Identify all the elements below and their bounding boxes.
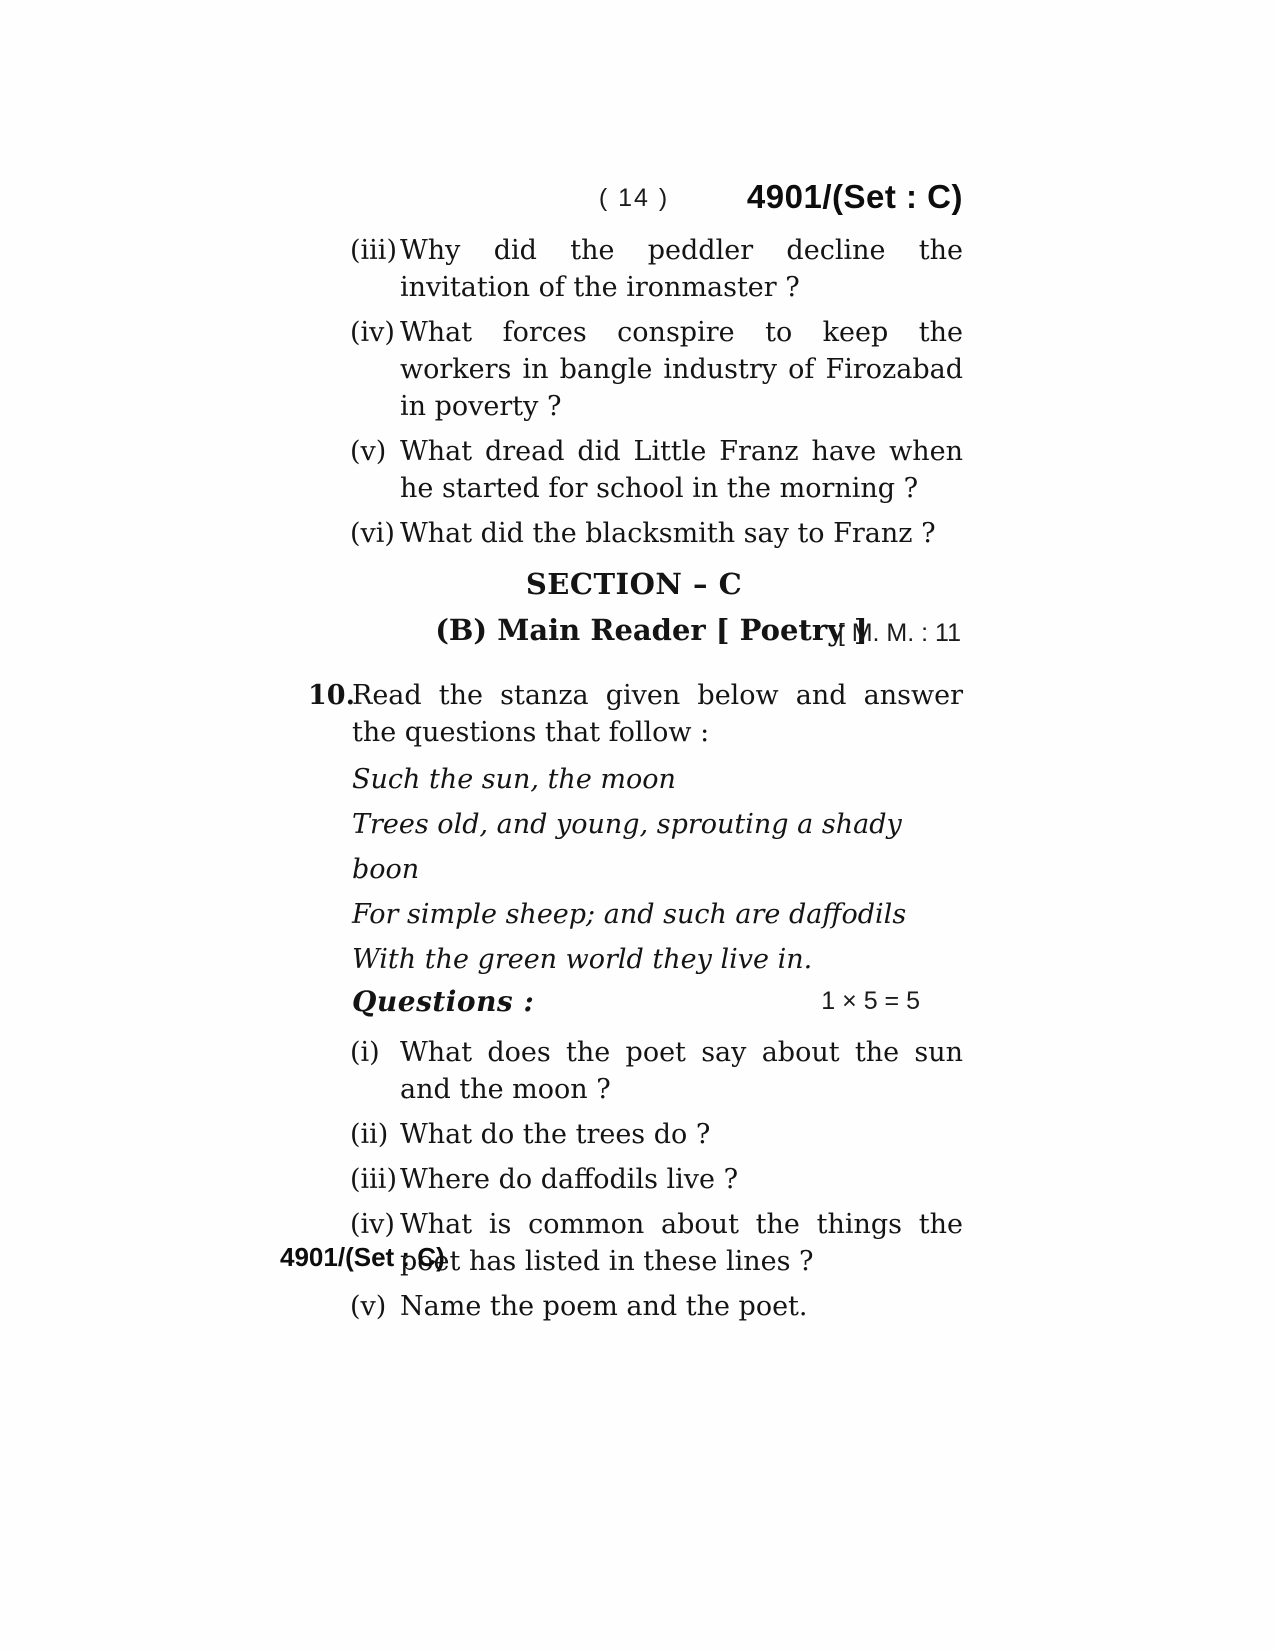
sub-question-item <box>350 1288 963 1325</box>
stanza-line: For simple sheep; and such are daffodils <box>352 899 907 930</box>
question-text: What do the trees do ? <box>400 1119 711 1150</box>
section-title: SECTION – C <box>525 567 743 601</box>
question-text: What forces conspire to keep the workers in bangle industry of Firozabad in poverty ? <box>400 317 963 422</box>
question-item <box>350 515 963 552</box>
question-text: Where do daffodils live ? <box>400 1164 739 1195</box>
sub-question-item <box>350 1161 963 1198</box>
question-marker: (iv) <box>350 1209 395 1240</box>
poetry-stanza <box>352 757 963 982</box>
question-10 <box>308 677 963 751</box>
questions-label: Questions : <box>352 985 535 1018</box>
questions-label-row <box>352 985 963 1017</box>
question-item <box>350 433 963 507</box>
question-marker: (vi) <box>350 518 395 549</box>
question-text: Why did the peddler decline the invitation of the ironmaster ? <box>400 235 963 303</box>
page-number: ( 14 ) <box>598 184 670 212</box>
stanza-line: With the green world they live in. <box>352 944 813 975</box>
content-column <box>305 178 963 1325</box>
question-text: What does the poet say about the sun and the moon ? <box>400 1037 963 1105</box>
paper-code: 4901/(Set : C) <box>746 178 963 215</box>
question-instruction: Read the stanza given below and answer the questions that follow : <box>352 680 963 748</box>
sub-question-item <box>350 1116 963 1153</box>
question-marker: (iii) <box>350 1164 397 1195</box>
sub-question-item <box>350 1034 963 1108</box>
section-subtitle-row <box>305 615 963 650</box>
question-marker: (v) <box>350 436 387 467</box>
question-marker: (i) <box>350 1037 380 1068</box>
question-text: Name the poem and the poet. <box>400 1291 808 1322</box>
question-text: What did the blacksmith say to Franz ? <box>400 518 936 549</box>
question-item <box>350 314 963 425</box>
stanza-line: Trees old, and young, sprouting a shady boon <box>352 809 902 885</box>
question-marker: (iii) <box>350 235 397 266</box>
max-marks-note: [ M. M. : 11 <box>837 619 961 647</box>
page-header <box>305 178 963 214</box>
marks-formula: 1 × 5 = 5 <box>821 987 920 1015</box>
footer-paper-code: 4901/(Set : C) <box>280 1242 445 1272</box>
section-subtitle: (B) Main Reader [ Poetry ] <box>435 613 868 647</box>
question-marker: (iv) <box>350 317 395 348</box>
question-marker: (v) <box>350 1291 387 1322</box>
question-text: What dread did Little Franz have when he started for school in the morning ? <box>400 436 963 504</box>
stanza-line: Such the sun, the moon <box>352 764 676 795</box>
question-marker: (ii) <box>350 1119 389 1150</box>
question-number: 10. <box>308 680 355 711</box>
question-item <box>350 232 963 306</box>
question-text: What is common about the things the poet has listed in these lines ? <box>400 1209 963 1277</box>
